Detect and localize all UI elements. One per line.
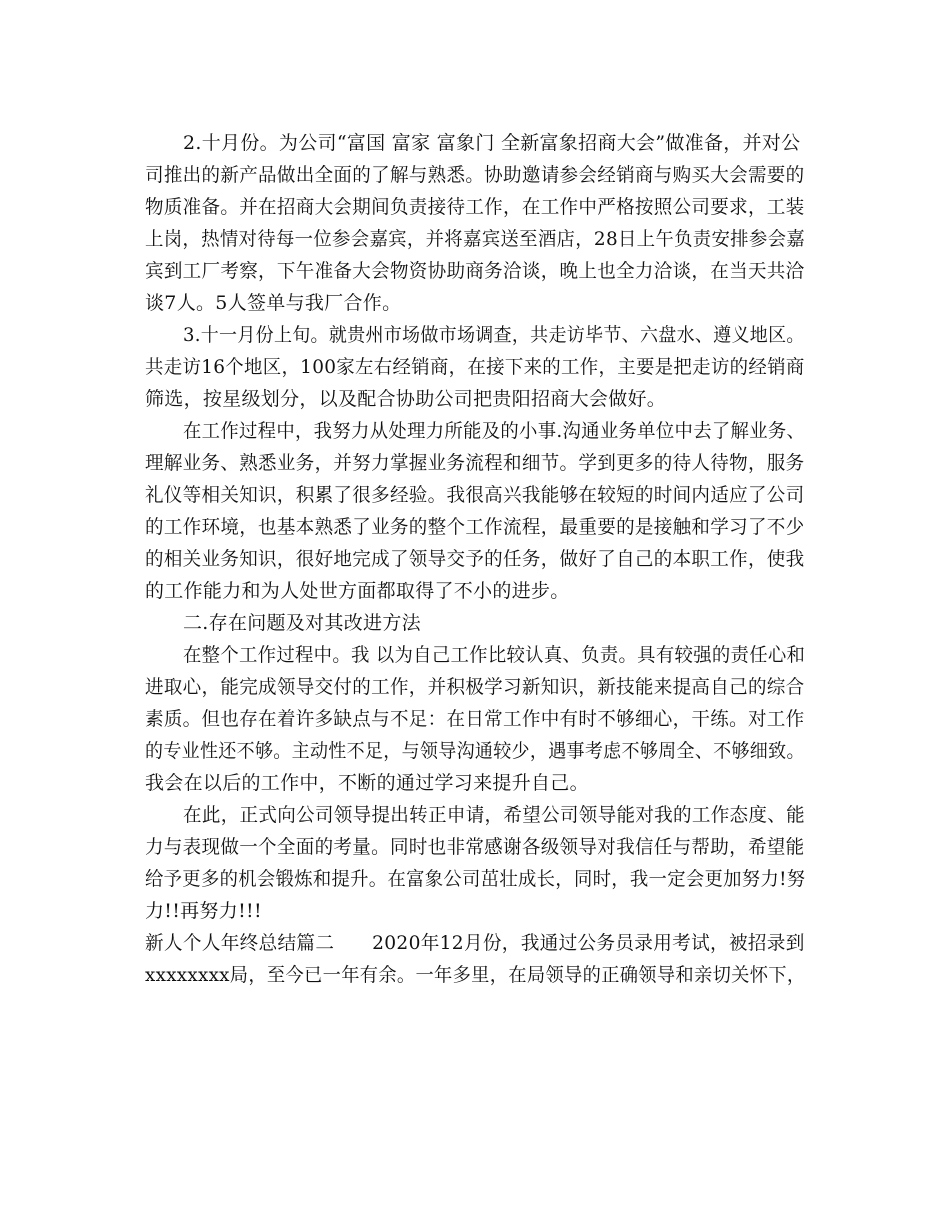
text-line: 筛选，按星级划分，以及配合协助公司把贵阳招商大会做好。 (145, 388, 667, 410)
text-line: xxxxxxxx局，至今已一年有余。一年多里，在局领导的正确领导和亲切关怀下， (145, 964, 806, 986)
text-line: 上岗，热情对待每一位参会嘉宾，并将嘉宾送至酒店，28日上午负责安排参会嘉 (145, 228, 806, 250)
text-line: 在工作过程中，我努力从处理力所能及的小事.沟通业务单位中去了解业务、 (183, 420, 806, 442)
text-line: 我会在以后的工作中，不断的通过学习来提升自己。 (145, 772, 589, 794)
text-line: 给予更多的机会锻炼和提升。在富象公司茁壮成长，同时，我一定会更加努力!努 (145, 868, 806, 890)
text-line: 2.十月份。为公司“富国 富家 富象门 全新富象招商大会”做准备，并对公 (183, 132, 801, 154)
text-line: 素质。但也存在着许多缺点与不足：在日常工作中有时不够细心，干练。对工作 (145, 708, 805, 730)
text-line: 物质准备。并在招商大会期间负责接待工作，在工作中严格按照公司要求，工装 (145, 196, 805, 218)
text-line: 3.十一月份上旬。就贵州市场做市场调查，共走访毕节、六盘水、遵义地区。 (183, 324, 805, 346)
text-line: 的专业性还不够。主动性不足，与领导沟通较少，遇事考虑不够周全、不够细致。 (145, 740, 805, 762)
text-line: 在整个工作过程中。我 以为自己工作比较认真、负责。具有较强的责任心和 (183, 644, 806, 666)
text-line: 新人个人年终总结篇二 2020年12月份，我通过公务员录用考试，被招录到 (145, 932, 805, 954)
section-heading: 二.存在问题及对其改进方法 (183, 612, 421, 634)
text-line: 进取心，能完成领导交付的工作，并积极学习新知识，新技能来提高自己的综合 (145, 676, 805, 698)
text-line: 司推出的新产品做出全面的了解与熟悉。协助邀请参会经销商与购买大会需要的 (145, 164, 805, 186)
text-line: 理解业务、熟悉业务，并努力掌握业务流程和细节。学到更多的待人待物，服务 (145, 452, 805, 474)
text-line: 的工作环境，也基本熟悉了业务的整个工作流程，最重要的是接触和学习了不少 (145, 516, 805, 538)
text-line: 的工作能力和为人处世方面都取得了不小的进步。 (145, 580, 570, 602)
text-line: 的相关业务知识，很好地完成了领导交予的任务，做好了自己的本职工作，使我 (145, 548, 805, 570)
text-line: 宾到工厂考察，下午准备大会物资协助商务洽谈，晚上也全力洽谈，在当天共洽 (145, 260, 805, 282)
text-line: 共走访16个地区，100家左右经销商，在接下来的工作，主要是把走访的经销商 (145, 356, 805, 378)
text-line: 礼仪等相关知识，积累了很多经验。我很高兴我能够在较短的时间内适应了公司 (145, 484, 805, 506)
text-line: 力!!再努力!!! (145, 900, 262, 922)
text-line: 谈7人。5人签单与我厂合作。 (145, 292, 402, 314)
text-line: 在此，正式向公司领导提出转正申请，希望公司领导能对我的工作态度、能 (183, 804, 805, 826)
text-line: 力与表现做一个全面的考量。同时也非常感谢各级领导对我信任与帮助，希望能 (145, 836, 805, 858)
